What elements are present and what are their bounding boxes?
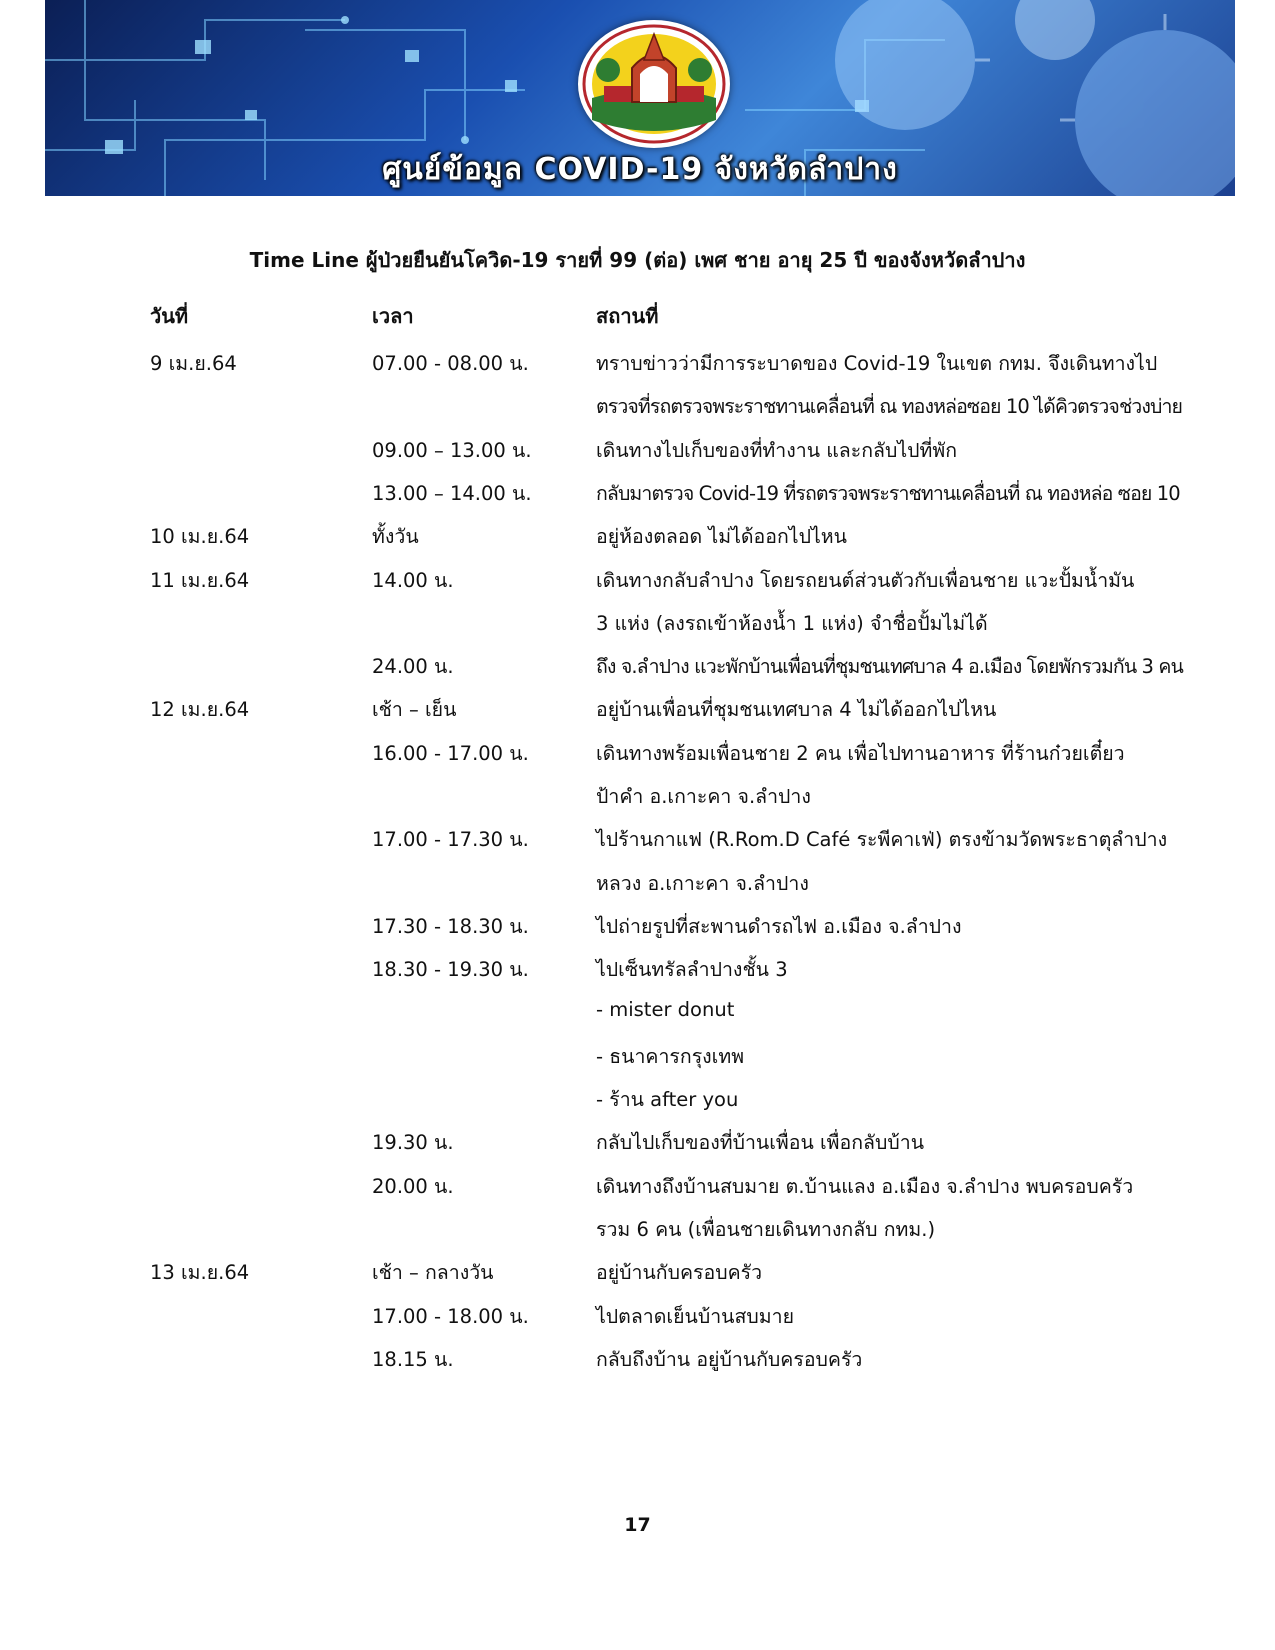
table-row	[0, 1249, 1275, 1291]
row-place: อยู่บ้านกับครอบครัว	[596, 1261, 763, 1285]
row-date: 9 เม.ย.64	[150, 352, 237, 375]
row-time: เช้า – กลางวัน	[372, 1261, 494, 1285]
table-row	[0, 1206, 1275, 1248]
header-banner	[45, 0, 1235, 196]
table-row	[0, 816, 1275, 858]
table-row	[0, 946, 1275, 988]
row-place: ไปถ่ายรูปที่สะพานดำรถไฟ อ.เมือง จ.ลำปาง	[596, 914, 962, 938]
table-row	[0, 860, 1275, 902]
header-time: เวลา	[372, 304, 414, 328]
row-date: 13 เม.ย.64	[150, 1261, 250, 1285]
table-row	[0, 686, 1275, 728]
row-time: เช้า – เย็น	[372, 698, 457, 722]
table-row	[0, 470, 1275, 512]
row-time: ทั้งวัน	[372, 525, 419, 549]
row-time: 19.30 น.	[372, 1131, 454, 1155]
table-row	[0, 383, 1275, 425]
row-place: ไปตลาดเย็นบ้านสบมาย	[596, 1304, 794, 1328]
row-place: หลวง อ.เกาะคา จ.ลำปาง	[596, 871, 809, 895]
row-place: เดินทางถึงบ้านสบมาย ต.บ้านแลง อ.เมือง จ.ลำปาง พบครอบครัว	[596, 1174, 1134, 1198]
row-place: - mister donut	[596, 997, 735, 1021]
row-time: 17.00 - 18.00 น.	[372, 1304, 529, 1328]
table-row	[0, 427, 1275, 469]
row-place: อยู่ห้องตลอด ไม่ได้ออกไปไหน	[596, 525, 847, 549]
row-place: - ร้าน after you	[596, 1088, 739, 1112]
row-time: 18.30 - 19.30 น.	[372, 958, 529, 982]
page-number: 17	[624, 1514, 651, 1536]
row-time: 09.00 – 13.00 น.	[372, 438, 532, 462]
row-time: 07.00 - 08.00 น.	[372, 352, 529, 375]
row-place: ตรวจที่รถตรวจพระราชทานเคลื่อนที่ ณ ทองหล่อซอย 10 ได้คิวตรวจช่วงบ่าย	[596, 395, 1183, 419]
banner-title: ศูนย์ข้อมูล COVID-19 จังหวัดลำปาง	[382, 152, 898, 187]
row-time: 14.00 น.	[372, 568, 454, 592]
row-place: เดินทางไปเก็บของที่ทำงาน และกลับไปที่พัก	[596, 438, 958, 462]
row-place: 3 แห่ง (ลงรถเข้าห้องน้ำ 1 แห่ง) จำชื่อปั้มไม่ได้	[596, 611, 988, 635]
lampang-province-seal-icon	[578, 20, 730, 148]
row-place: เดินทางกลับลำปาง โดยรถยนต์ส่วนตัวกับเพื่อนชาย แวะปั้มน้ำมัน	[596, 568, 1135, 592]
table-row	[0, 1033, 1275, 1075]
table-row	[0, 1163, 1275, 1205]
row-date: 11 เม.ย.64	[150, 568, 250, 592]
table-row	[0, 557, 1275, 599]
row-place: กลับไปเก็บของที่บ้านเพื่อน เพื่อกลับบ้าน	[596, 1131, 925, 1155]
table-row	[0, 1336, 1275, 1378]
document-title: Time Line ผู้ป่วยยืนยันโควิด-19 รายที่ 99 (ต่อ) เพศ ชาย อายุ 25 ปี ของจังหวัดลำปาง	[249, 248, 1026, 272]
row-place: กลับถึงบ้าน อยู่บ้านกับครอบครัว	[596, 1347, 863, 1371]
row-place: ทราบข่าวว่ามีการระบาดของ Covid-19 ในเขต กทม. จึงเดินทางไป	[596, 352, 1158, 375]
table-row	[0, 730, 1275, 772]
table-row	[0, 600, 1275, 642]
row-place: เดินทางพร้อมเพื่อนชาย 2 คน เพื่อไปทานอาหาร ที่ร้านก๋วยเตี๋ยว	[596, 741, 1125, 765]
table-row	[0, 1293, 1275, 1335]
table-row	[0, 773, 1275, 815]
row-place: กลับมาตรวจ Covid-19 ที่รถตรวจพระราชทานเคลื่อนที่ ณ ทองหล่อ ซอย 10	[596, 481, 1180, 505]
table-row	[0, 1119, 1275, 1161]
row-time: 18.15 น.	[372, 1347, 454, 1371]
table-row	[0, 340, 1275, 382]
table-row	[0, 643, 1275, 685]
row-place: อยู่บ้านเพื่อนที่ชุมชนเทศบาล 4 ไม่ได้ออกไปไหน	[596, 698, 997, 722]
table-row	[0, 903, 1275, 945]
row-place: รวม 6 คน (เพื่อนชายเดินทางกลับ กทม.)	[596, 1218, 936, 1241]
row-date: 12 เม.ย.64	[150, 698, 250, 722]
row-time: 16.00 - 17.00 น.	[372, 741, 529, 765]
row-time: 17.00 - 17.30 น.	[372, 828, 529, 852]
table-row	[0, 1076, 1275, 1118]
row-time: 24.00 น.	[372, 655, 454, 679]
row-place: ป้าคำ อ.เกาะคา จ.ลำปาง	[596, 785, 811, 808]
table-row	[0, 990, 1275, 1032]
row-place: ไปเซ็นทรัลลำปางชั้น 3	[596, 958, 788, 982]
header-date: วันที่	[150, 304, 189, 328]
row-place: ไปร้านกาแฟ (R.Rom.D Café ระพีคาเฟ่) ตรงข้ามวัดพระธาตุลำปาง	[596, 828, 1168, 852]
row-time: 20.00 น.	[372, 1174, 454, 1198]
row-time: 13.00 – 14.00 น.	[372, 481, 532, 505]
header-place: สถานที่	[596, 304, 659, 328]
row-place: ถึง จ.ลำปาง แวะพักบ้านเพื่อนที่ชุมชนเทศบาล 4 อ.เมือง โดยพักรวมกัน 3 คน	[596, 655, 1183, 679]
row-date: 10 เม.ย.64	[150, 525, 250, 549]
row-time: 17.30 - 18.30 น.	[372, 914, 529, 938]
table-row	[0, 513, 1275, 555]
row-place: - ธนาคารกรุงเทพ	[596, 1044, 745, 1068]
